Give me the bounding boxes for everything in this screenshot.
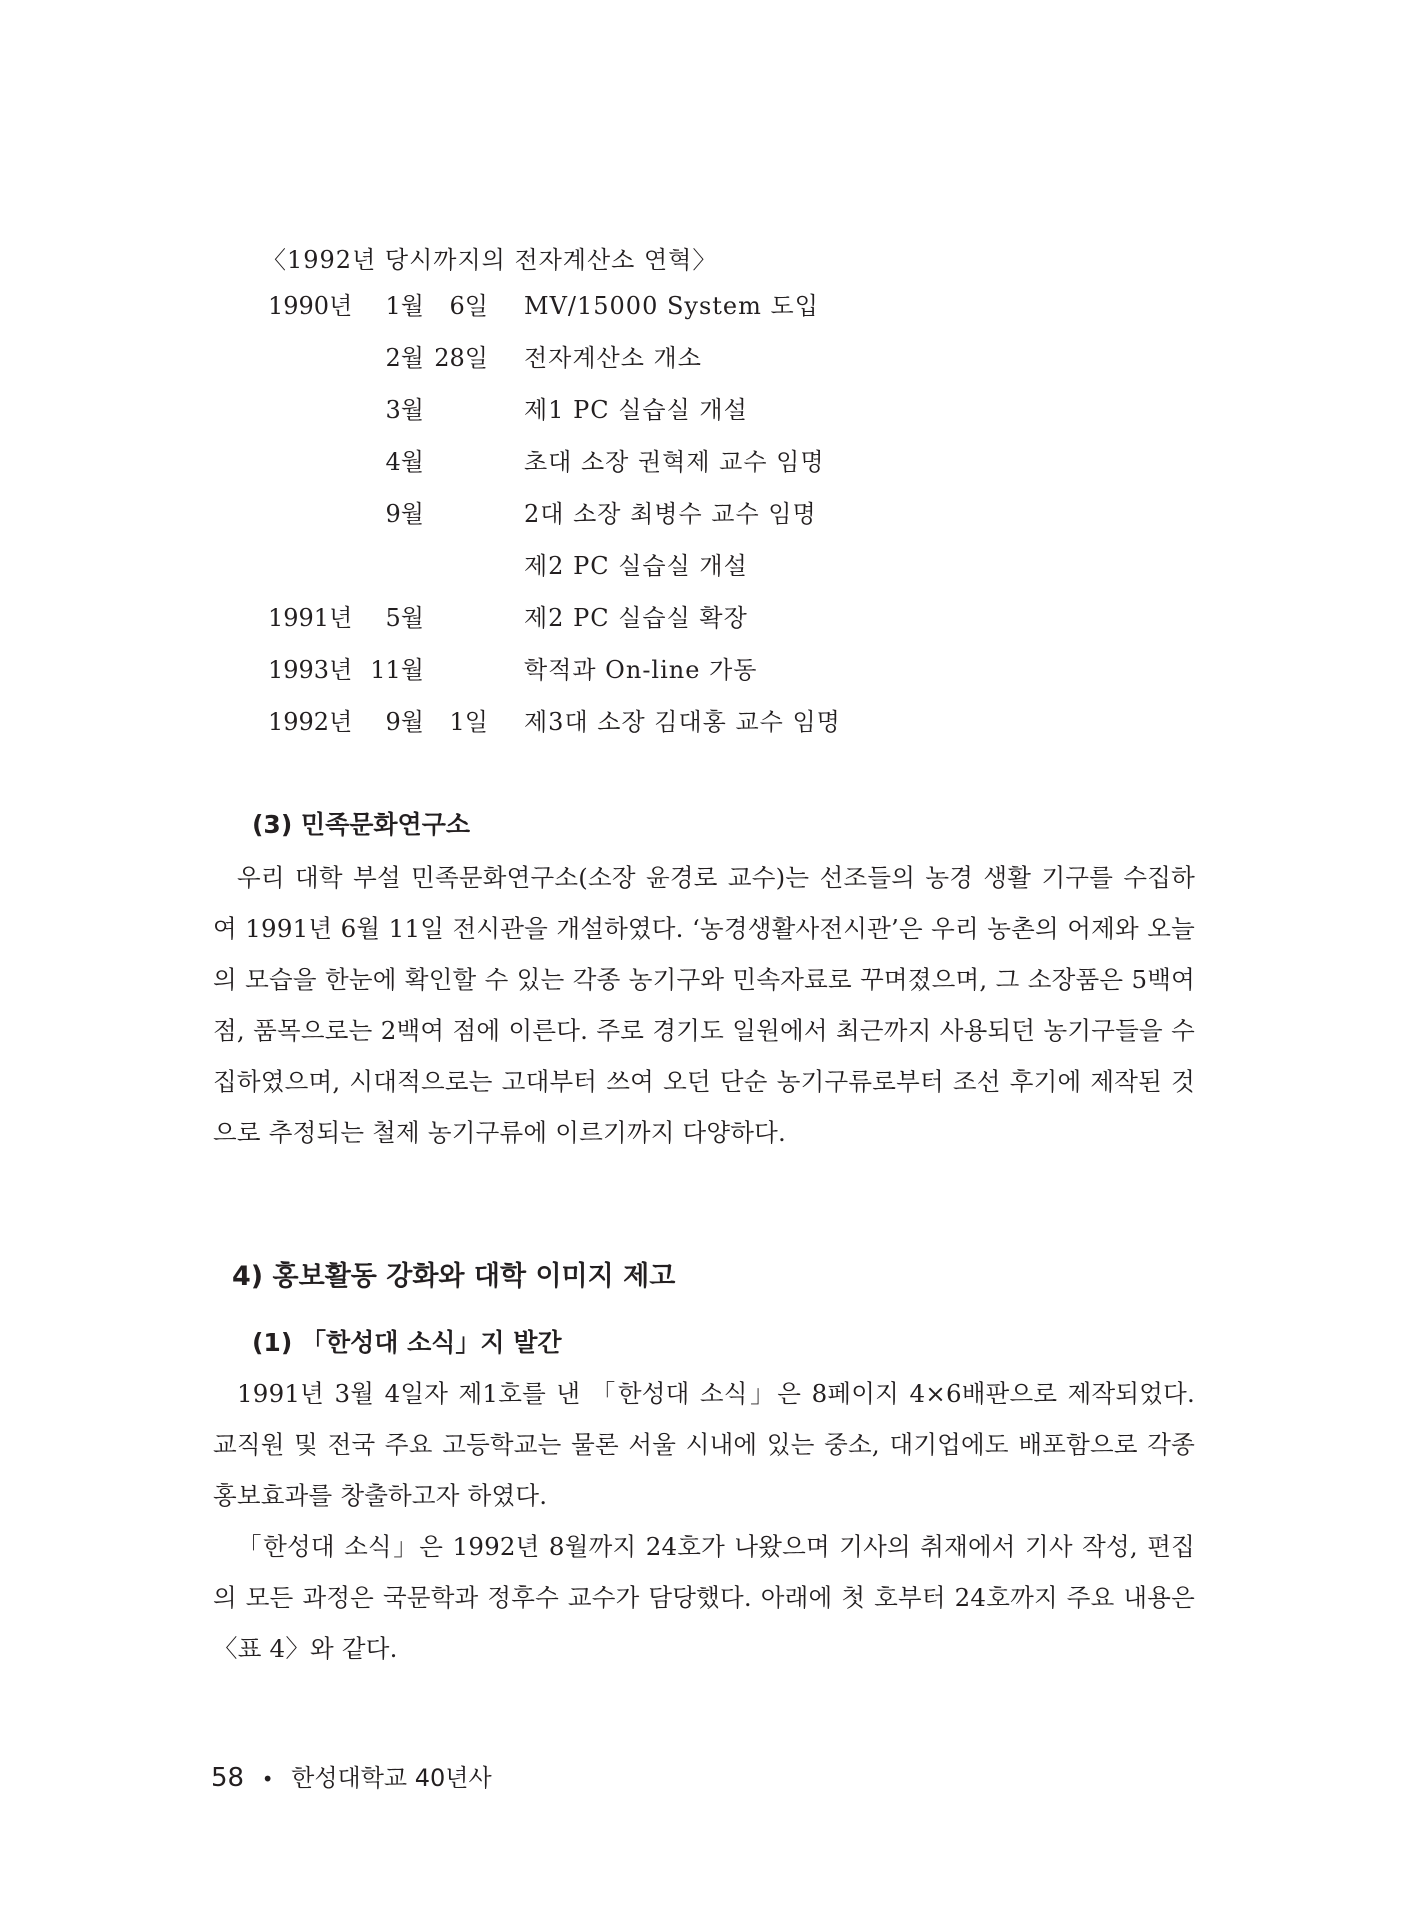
museum-heading: (3) 민족문화연구소 [252,810,471,839]
timeline-year: 1991년 [268,604,353,632]
timeline-row [268,442,1168,494]
timeline-month: 3월 [385,396,424,424]
timeline-row [268,546,1168,598]
timeline-month: 9월 [385,708,424,736]
footer-bullet: • [261,1767,274,1791]
timeline-month: 11월 [370,656,424,684]
newsletter-paragraph-1: 1991년 3월 4일자 제1호를 낸 「한성대 소식」은 8페이지 4×6배판으로 제작되었다. 교직원 및 전국 주요 고등학교는 물론 서울 시내에 있는 중소, 대기업에도 배포함으로 각종 홍보효과를 창출하고자 하였다. [213,1379,1195,1510]
timeline-row [268,598,1168,650]
timeline-day: 6일 [449,292,488,320]
timeline-row [268,390,1168,442]
timeline-event: 초대 소장 권혁제 교수 임명 [524,448,825,476]
timeline-title: 〈1992년 당시까지의 전자계산소 연혁〉 [262,246,718,274]
timeline-event: 제2 PC 실습실 확장 [524,604,748,632]
timeline-event: 전자계산소 개소 [524,344,702,372]
book-title: 한성대학교 40년사 [291,1764,492,1792]
timeline-list [268,286,1168,754]
section-heading: 4) 홍보활동 강화와 대학 이미지 제고 [232,1261,676,1292]
timeline-event: 제3대 소장 김대홍 교수 임명 [524,708,841,736]
page-number: 58 [211,1763,245,1793]
timeline-event: 학적과 On-line 가동 [524,656,758,684]
timeline-row [268,286,1168,338]
timeline-month: 5월 [385,604,424,632]
timeline-year: 1990년 [268,292,353,320]
timeline-event: MV/15000 System 도입 [524,292,819,320]
timeline-event: 제1 PC 실습실 개설 [524,396,748,424]
timeline-year: 1993년 [268,656,353,684]
timeline-row [268,702,1168,754]
timeline-month: 4월 [385,448,424,476]
newsletter-paragraph-2: 「한성대 소식」은 1992년 8월까지 24호가 나왔으며 기사의 취재에서 기사 작성, 편집의 모든 과정은 국문학과 정후수 교수가 담당했다. 아래에 첫 호부터 24호까지 주요 내용은 〈표 4〉와 같다. [213,1532,1195,1663]
timeline-day: 1일 [449,708,488,736]
page-footer [211,1758,492,1793]
newsletter-heading: (1) 「한성대 소식」지 발간 [252,1328,562,1357]
timeline-day: 28일 [434,344,488,372]
timeline-event: 2대 소장 최병수 교수 임명 [524,500,817,528]
timeline-row [268,494,1168,546]
timeline-month: 1월 [385,292,424,320]
timeline-row [268,338,1168,390]
timeline-event: 제2 PC 실습실 개설 [524,552,748,580]
timeline-month: 2월 [385,344,424,372]
timeline-month: 9월 [385,500,424,528]
museum-paragraph: 우리 대학 부설 민족문화연구소(소장 윤경로 교수)는 선조들의 농경 생활 기구를 수집하여 1991년 6월 11일 전시관을 개설하였다. ‘농경생활사전시관’은 우리 농촌의 어제와 오늘의 모습을 한눈에 확인할 수 있는 각종 농기구와 민속자료로 꾸며졌으며, 그 소장품은 5백여 점, 품목으로는 2백여 점에 이른다. 주로 경기도 일원에서 최근까지 사용되던 농기구들을 수집하였으며, 시대적으로는 고대부터 쓰여 오던 단순 농기구류로부터 조선 후기에 제작된 것으로 추정되는 철제 농기구류에 이르기까지 다양하다. [213,863,1195,1147]
timeline-row [268,650,1168,702]
timeline-year: 1992년 [268,708,353,736]
